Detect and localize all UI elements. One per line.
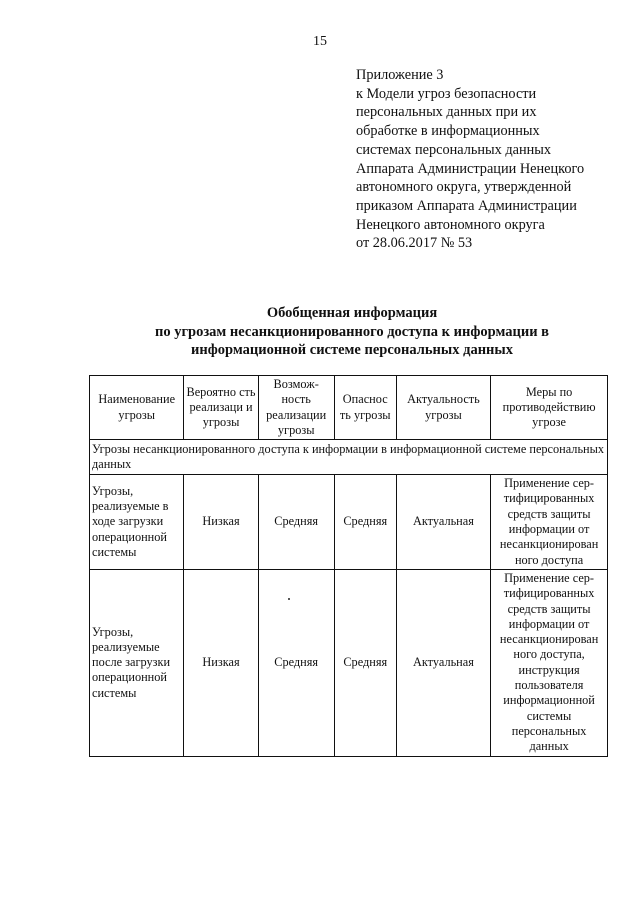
table-row xyxy=(90,569,608,756)
cell-probability: Низкая xyxy=(184,569,258,756)
cell-threat-name: Угрозы, реализуемые после загрузки операционной системы xyxy=(90,569,184,756)
appendix-line: Приложение 3 xyxy=(356,67,444,83)
header-probability: Вероятно сть реализаци и угрозы xyxy=(184,376,258,440)
cell-probability: Низкая xyxy=(184,475,258,570)
header-measures: Меры по противодействию угрозе xyxy=(491,376,608,440)
appendix-line: приказом Аппарата Администрации xyxy=(356,197,577,214)
header-danger: Опаснос ть угрозы xyxy=(334,376,396,440)
appendix-note xyxy=(356,66,626,253)
scan-speck xyxy=(288,598,290,600)
appendix-line: автономного округа, утвержденной xyxy=(356,179,572,196)
appendix-line: обработке в информационных xyxy=(356,123,540,140)
appendix-line: Ненецкого автономного округа xyxy=(356,216,545,233)
cell-actuality: Актуальная xyxy=(396,569,490,756)
title-line: Обобщенная информация xyxy=(266,305,438,321)
appendix-line: к Модели угроз безопасности xyxy=(356,85,537,102)
appendix-line: системах персональных данных xyxy=(356,141,552,158)
cell-measures: Применение сер-тифицированных средств защиты информации от несанкционирован ного доступа, инструкция пользователя информационной системы персональных данных xyxy=(491,569,608,756)
section-row xyxy=(90,440,608,475)
cell-danger: Средняя xyxy=(334,569,396,756)
document-title xyxy=(0,304,640,360)
cell-possibility: Средняя xyxy=(258,475,334,570)
appendix-line: от 28.06.2017 № 53 xyxy=(356,235,473,252)
table-header-row xyxy=(90,376,608,440)
page-number: 15 xyxy=(313,34,327,49)
section-title: Угрозы несанкционированного доступа к информации в информационной системе персональных данных xyxy=(90,440,608,475)
table-row xyxy=(90,475,608,570)
appendix-line: персональных данных при их xyxy=(356,104,537,121)
threats-table xyxy=(89,375,608,757)
title-line: информационной системе персональных данных xyxy=(191,342,513,358)
title-line: по угрозам несанкционированного доступа к информации в xyxy=(154,323,550,340)
header-threat-name: Наименование угрозы xyxy=(90,376,184,440)
cell-threat-name: Угрозы, реализуемые в ходе загрузки операционной системы xyxy=(90,475,184,570)
cell-possibility: Средняя xyxy=(258,569,334,756)
cell-danger: Средняя xyxy=(334,475,396,570)
header-actuality: Актуальность угрозы xyxy=(396,376,490,440)
cell-actuality: Актуальная xyxy=(396,475,490,570)
header-possibility: Возмож- ность реализации угрозы xyxy=(258,376,334,440)
cell-measures: Применение сер-тифицированных средств защиты информации от несанкционирован ного доступа xyxy=(491,475,608,570)
appendix-line: Аппарата Администрации Ненецкого xyxy=(356,160,585,177)
